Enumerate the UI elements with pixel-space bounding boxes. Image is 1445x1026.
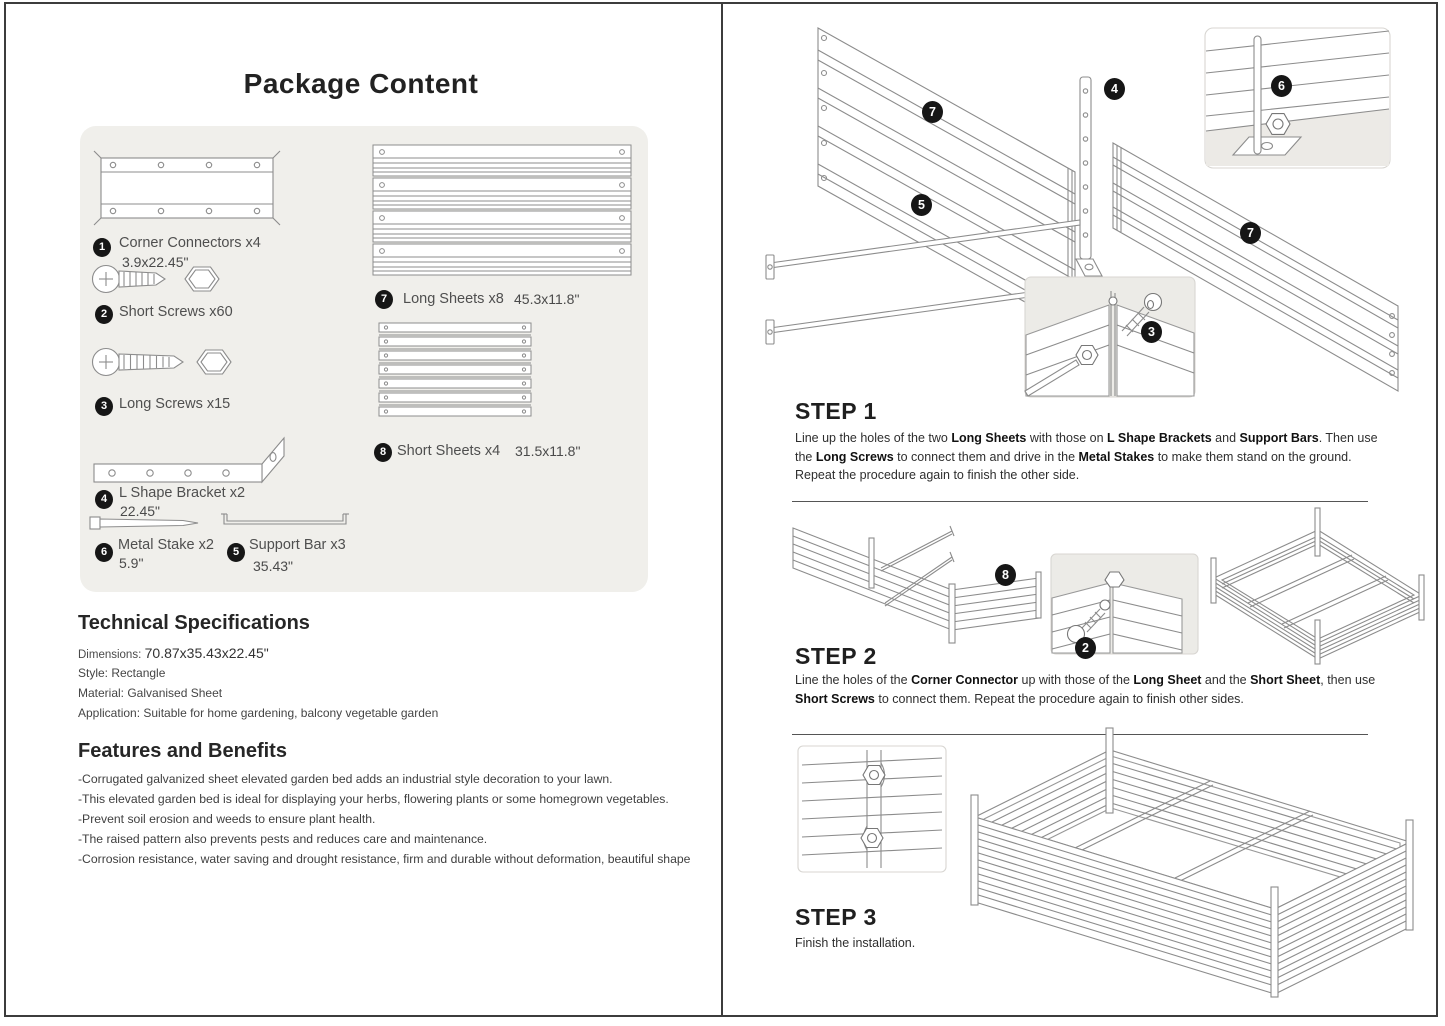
part-number-badge: 7 xyxy=(375,290,393,309)
step3-text: Finish the installation. xyxy=(795,936,916,950)
diagram-badge-metal-stake: 6 xyxy=(1271,75,1292,97)
part-label: Metal Stake x2 xyxy=(118,537,214,553)
step1-text: Line up the holes of the two Long Sheets with those on L Shape Brackets and Support Bars. Then use the Long Screws to connect them and drive in the Metal Stakes to make them stand on the ground. Repeat the procedure again to finish the other side. xyxy=(795,431,1378,482)
part-number-badge: 5 xyxy=(227,543,245,562)
long-sheets-drawing xyxy=(371,143,637,283)
step3-finished-bed xyxy=(950,722,1442,1017)
stake-detail-inset xyxy=(1205,28,1390,168)
spec-application: Application: Suitable for home gardening, balcony vegetable garden xyxy=(78,706,439,720)
bolt-detail-inset xyxy=(1025,277,1195,397)
diagram-badge-short-screw: 2 xyxy=(1075,637,1096,659)
step3-bracket-inset xyxy=(797,745,947,873)
part-number-badge: 3 xyxy=(95,397,113,416)
diagram-badge-support-bar: 5 xyxy=(911,194,932,216)
part-label: Short Sheets x4 xyxy=(397,443,501,459)
spec-material: Material: Galvanised Sheet xyxy=(78,686,223,700)
part-dimension: 45.3x11.8" xyxy=(514,291,580,307)
diagram-badge-l-bracket: 4 xyxy=(1104,78,1125,100)
diagram-badge-short-sheet: 8 xyxy=(995,564,1016,586)
part-label: Support Bar x3 xyxy=(249,537,346,553)
long-screw-drawing xyxy=(90,340,248,384)
part-dimension: 3.9x22.45" xyxy=(122,254,189,270)
diagram-badge-long-sheet: 7 xyxy=(922,101,943,123)
feature-item: -Corrugated galvanized sheet elevated garden bed adds an industrial style decoration to your lawn. xyxy=(78,772,613,786)
support-bar-drawing xyxy=(219,509,351,533)
part-label: Corner Connectors x4 xyxy=(119,235,261,251)
diagram-badge-long-screw: 3 xyxy=(1141,321,1162,343)
step3-title: STEP 3 xyxy=(795,904,877,930)
spec-dimensions-value: 70.87x35.43x22.45" xyxy=(144,645,269,661)
step2-title: STEP 2 xyxy=(795,643,877,669)
feature-item: -Corrosion resistance, water saving and drought resistance, firm and durable without deformation, beautiful shape xyxy=(78,852,691,866)
corner-connector-drawing xyxy=(91,146,283,230)
feature-item: -This elevated garden bed is ideal for displaying your herbs, flowering plants or some homegrown vegetables. xyxy=(78,792,669,806)
step1-title: STEP 1 xyxy=(795,398,877,424)
panel-divider xyxy=(721,2,723,1017)
spec-dimensions xyxy=(78,645,269,661)
part-dimension: 5.9" xyxy=(119,555,144,571)
part-label: Long Screws x15 xyxy=(119,396,231,412)
tech-specs-title: Technical Specifications xyxy=(78,612,310,634)
part-number-badge: 1 xyxy=(93,238,111,257)
part-number-badge: 4 xyxy=(95,490,113,509)
l-shape-bracket-drawing xyxy=(92,430,286,486)
part-number-badge: 8 xyxy=(374,443,392,462)
features-title: Features and Benefits xyxy=(78,740,287,762)
feature-item: -The raised pattern also prevents pests and reduces care and maintenance. xyxy=(78,832,488,846)
part-label: Short Screws x60 xyxy=(119,304,233,320)
diagram-badge-long-sheet-right: 7 xyxy=(1240,222,1261,244)
feature-item: -Prevent soil erosion and weeds to ensure plant health. xyxy=(78,812,376,826)
package-content-title: Package Content xyxy=(243,68,479,99)
step1-diagram xyxy=(725,3,1441,397)
spec-dimensions-label: Dimensions: xyxy=(78,649,142,661)
spec-style: Style: Rectangle xyxy=(78,666,166,680)
part-number-badge: 2 xyxy=(95,305,113,324)
part-label: L Shape Bracket x2 xyxy=(119,485,246,501)
part-number-badge: 6 xyxy=(95,543,113,562)
step2-text: Line the holes of the Corner Connector up with those of the Long Sheet and the Short Sheet, then use Short Screws to connect them. Repeat the procedure again to finish other sides. xyxy=(795,673,1376,706)
short-sheets-drawing xyxy=(375,321,541,425)
part-dimension: 35.43" xyxy=(253,558,294,574)
part-dimension: 22.45" xyxy=(120,503,161,519)
step2-diagram xyxy=(790,500,1440,670)
part-dimension: 31.5x11.8" xyxy=(515,443,581,459)
part-label: Long Sheets x8 xyxy=(403,291,504,307)
